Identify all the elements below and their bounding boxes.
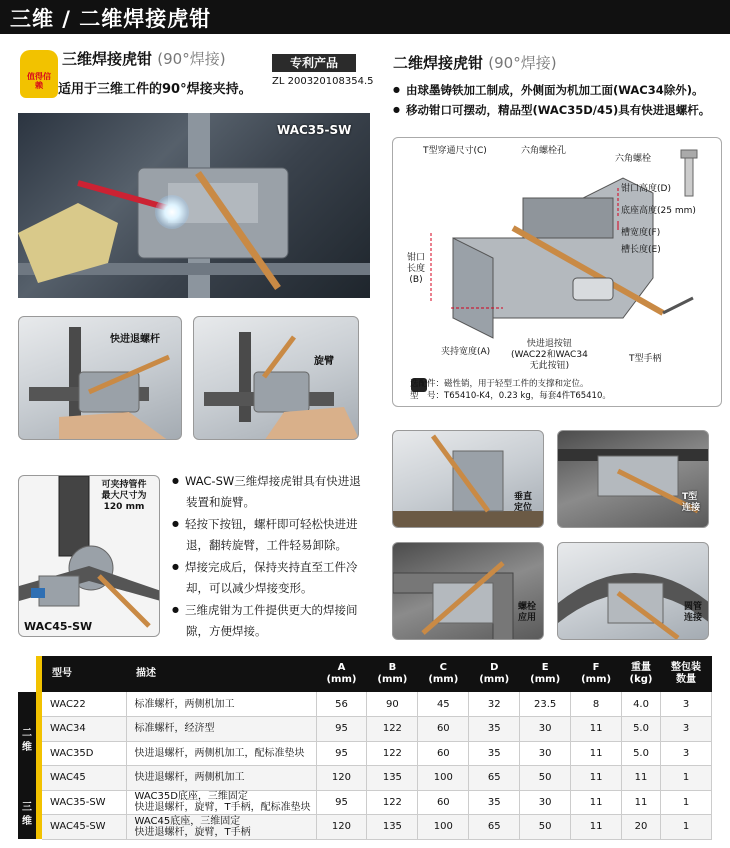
bolt-application-line-1: 螺栓 [518,602,537,612]
quick-button-line-1: 快进退按钮 [526,339,572,349]
jaw-length-label [407,253,425,286]
accessory-note-line-2: 型 号：T65410-K4，0.23 kg，每套4件T65410。 [410,391,611,401]
cell-b: 122 [367,717,418,742]
weld-spark-icon [155,195,189,229]
cell-c: 100 [418,815,469,840]
header-b [367,656,418,692]
jaw-length-line-1: 钳口 [407,253,426,263]
header-e-name: E [541,662,549,673]
cell-desc: 标准螺杆，经济型 [126,717,316,742]
cell-c: 100 [418,766,469,791]
header-a-unit: (mm) [326,674,357,685]
cell-d: 65 [469,815,520,840]
cell-f: 11 [571,766,622,791]
badge-label: 值得信赖 [27,72,51,90]
quick-screw-label: 快进退螺杆 [110,334,160,345]
cell-pack: 3 [661,741,712,766]
pipe-connection-photo [557,542,709,640]
header-bar [0,0,730,34]
header-weight-unit: (kg) [629,674,653,685]
pipe-capacity-label [93,480,155,513]
header-pack-name: 整包装 [671,662,701,673]
header-c [418,656,469,692]
cell-a: 120 [316,766,367,791]
cell-desc-line-2: 快进退螺杆，旋臂，T手柄，配标准垫块 [134,802,311,814]
thumbs-up-badge [20,50,58,98]
vise-icon [194,317,359,440]
left-subtitle: 适用于三维工件的90°焊接夹持。 [58,82,252,97]
cell-c: 60 [418,717,469,742]
header-d [469,656,520,692]
cell-a: 95 [316,790,367,815]
base-height-label: 底座高度(25 mm) [621,206,696,216]
cell-desc [126,790,316,815]
cell-weight: 4.0 [622,692,661,717]
right-title-text: 二维焊接虎钳 [393,54,484,72]
cell-pack: 1 [661,815,712,840]
dimension-diagram [392,137,722,407]
hero-model-label: WAC35-SW [277,123,352,137]
cell-d: 65 [469,766,520,791]
pipe-connection-label [684,602,702,624]
cell-a: 56 [316,692,367,717]
table-corner [18,656,36,692]
vertical-position-label [514,492,532,514]
cell-d: 32 [469,692,520,717]
slot-width-label: 槽宽度(F) [621,228,661,238]
patent-badge: 专利产品 [272,54,356,72]
t-slot-conn-line-1: T型 [682,492,698,502]
t-slot-conn-line-2: 连接 [682,503,701,513]
slot-length-label: 槽长度(E) [621,245,661,255]
cell-b: 135 [367,815,418,840]
vise-icon [558,543,709,640]
table-row [18,766,712,791]
header-e [520,656,571,692]
header-weight-name: 重量 [631,662,652,673]
left-bullet: ● 三维虎钳为工件提供更大的焊接间隙，方便焊接。 [172,601,372,641]
left-bullet-list [172,472,372,644]
pipe-connection-line-1: 圆管 [684,602,703,612]
swing-arm-label: 旋臂 [314,356,334,367]
left-bullet: ● 轻按下按钮，螺杆即可轻松快进进退，翻转旋臂，工件轻易卸除。 [172,515,372,555]
header-weight [622,656,661,692]
cell-a: 120 [316,815,367,840]
spec-table [18,656,712,840]
quick-button-label [511,339,588,372]
cell-desc [126,815,316,840]
right-bullet: ● 由球墨铸铁加工制成，外侧面为机加工面(WAC34除外)。 [393,81,727,101]
right-bullet-list [393,81,727,121]
pipe-connection-line-2: 连接 [684,613,703,623]
group-3d-text: 三维 [22,801,32,827]
bolt-application-line-2: 应用 [518,613,537,623]
cell-pack: 3 [661,717,712,742]
left-section-title [62,48,226,69]
left-title-degree: (90°焊接) [157,50,226,68]
cell-d: 35 [469,741,520,766]
cell-weight: 11 [622,790,661,815]
table-header-row [18,656,712,692]
cell-b: 122 [367,790,418,815]
quick-button-line-3: 无此按钮) [529,361,570,371]
cell-e: 30 [520,741,571,766]
accessory-note [410,378,611,402]
bolt-application-label [518,602,536,624]
vise-icon [393,543,544,640]
hero-photo [18,113,370,298]
pipe-capacity-line-3: 120 mm [103,502,145,512]
cell-weight: 20 [622,815,661,840]
cell-d: 35 [469,790,520,815]
header-f-name: F [592,662,600,673]
header-b-name: B [388,662,397,673]
jaw-height-label: 钳口高度(D) [621,184,671,194]
table-row [18,741,712,766]
clamp-width-label: 夹持宽度(A) [441,347,491,357]
header-pack [661,656,712,692]
header-d-name: D [490,662,499,673]
cell-b: 135 [367,766,418,791]
hex-hole-label: 六角螺栓孔 [521,146,567,156]
cell-desc-line-1: WAC35D底座，三维固定 [134,791,248,803]
cell-a: 95 [316,741,367,766]
header-e-unit: (mm) [530,674,561,685]
pipe-vise-model-label: WAC45-SW [24,620,93,633]
header-b-unit: (mm) [377,674,408,685]
cell-e: 50 [520,815,571,840]
cell-pack: 1 [661,766,712,791]
cell-pack: 3 [661,692,712,717]
cell-f: 11 [571,815,622,840]
group-2d-text: 二维 [22,728,32,753]
cell-c: 45 [418,692,469,717]
header-a [316,656,367,692]
cell-b: 122 [367,741,418,766]
page-title: 三维 / 二维焊接虎钳 [10,7,212,31]
table-row [18,790,712,815]
cell-model: WAC35D [42,741,126,766]
cell-weight: 5.0 [622,741,661,766]
cell-c: 60 [418,741,469,766]
jaw-length-line-3: (B) [409,275,423,285]
left-bullet: ● 焊接完成后，保持夹持直至工件冷却，可以减少焊接变形。 [172,558,372,598]
header-c-unit: (mm) [428,674,459,685]
cell-pack: 1 [661,790,712,815]
cell-model: WAC45 [42,766,126,791]
patent-number: ZL 200320108354.5 [272,76,374,87]
table-row [18,815,712,840]
swing-arm-photo [193,316,359,440]
t-handle-label: T型手柄 [629,354,662,364]
right-section-title [393,52,557,73]
vertical-position-line-2: 定位 [514,503,533,513]
cell-d: 35 [469,717,520,742]
left-title-text: 三维焊接虎钳 [62,50,153,68]
quick-button-line-2: (WAC22和WAC34 [511,350,588,360]
vertical-position-line-1: 垂直 [514,492,533,502]
hex-bolt-label: 六角螺栓 [615,154,652,164]
table-row [18,692,712,717]
cell-weight: 11 [622,766,661,791]
cell-f: 11 [571,741,622,766]
cell-desc-line-1: WAC45底座，三维固定 [134,815,241,827]
group-2d-label [18,692,36,790]
accessory-note-line-1: 选配件：磁性销，用于轻型工件的支撑和定位。 [410,379,589,389]
cell-weight: 5.0 [622,717,661,742]
cell-model: WAC22 [42,692,126,717]
t-slot-conn-label [682,492,700,514]
pipe-capacity-line-1: 可夹持管件 [101,480,147,490]
cell-desc-line-2: 快进退螺杆，旋臂，T手柄 [134,826,251,838]
header-f [571,656,622,692]
cell-e: 23.5 [520,692,571,717]
cell-model: WAC35-SW [42,790,126,815]
pipe-capacity-line-2: 最大尺寸为 [101,491,147,501]
header-model: 型号 [42,656,126,692]
header-pack-unit: 数量 [676,674,696,685]
header-a-name: A [337,662,346,673]
header-c-name: C [439,662,447,673]
header-f-unit: (mm) [581,674,612,685]
right-bullet: ● 移动钳口可摆动，精品型(WAC35D/45)具有快进退螺杆。 [393,101,727,121]
left-bullet: ● WAC-SW三维焊接虎钳具有快进退装置和旋臂。 [172,472,372,512]
jaw-length-line-2: 长度 [407,264,426,274]
cell-model: WAC34 [42,717,126,742]
cell-desc: 快进退螺杆，两侧机加工 [126,766,316,791]
cell-model: WAC45-SW [42,815,126,840]
cell-c: 60 [418,790,469,815]
right-title-degree: (90°焊接) [488,54,557,72]
header-d-unit: (mm) [479,674,510,685]
t-slot-label: T型穿通尺寸(C) [423,146,487,156]
cell-desc: 快进退螺杆，两侧机加工，配标准垫块 [126,741,316,766]
cell-e: 30 [520,790,571,815]
welding-scene-icon [18,113,370,298]
group-3d-label [18,790,36,839]
cell-f: 11 [571,790,622,815]
cell-a: 95 [316,717,367,742]
bolt-application-photo [392,542,544,640]
cell-b: 90 [367,692,418,717]
cell-e: 50 [520,766,571,791]
cell-f: 11 [571,717,622,742]
cell-desc: 标准螺杆，两侧机加工 [126,692,316,717]
table-row [18,717,712,742]
header-desc: 描述 [126,656,316,692]
cell-e: 30 [520,717,571,742]
cell-f: 8 [571,692,622,717]
